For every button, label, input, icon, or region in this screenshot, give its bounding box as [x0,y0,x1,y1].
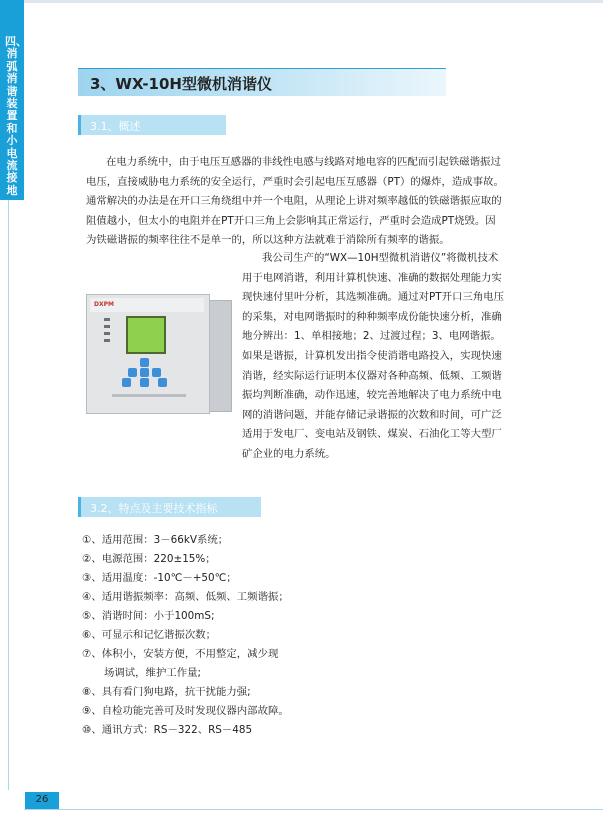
list-item: ⑨、自检功能完善可及时发现仪器内部故障。 [82,705,289,717]
keypad-function-key-1 [122,378,131,387]
list-item: ⑧、具有看门狗电路，抗干扰能力强; [82,686,251,698]
list-item: 场调试，维护工作量; [104,667,202,679]
keypad-right-key [152,368,161,377]
page-number: 26 [35,794,49,805]
subsection-heading-overview [78,115,226,135]
section-title: 3、WX-10H型微机消谐仪 [90,75,272,93]
top-frame-line [0,0,603,3]
chapter-side-tab-label: 四、消弧消谐装置和小电流接地 [5,35,27,197]
section-title-bar [78,68,446,96]
device-label-plate [112,394,186,397]
keypad-down-key [140,378,149,387]
list-item: ⑦、体积小，安装方便，不用整定，减少现 [82,648,279,660]
keypad-up-key [140,358,149,367]
chapter-side-tab [0,0,27,200]
list-item: ⑩、通讯方式：RS－322、RS－485 [82,724,253,736]
keypad-function-key-2 [158,378,167,387]
bottom-frame-line [24,809,603,810]
list-item: ①、适用范围：3－66kV系统； [82,534,229,546]
subsection-heading-specs-label: 3.2、特点及主要技术指标 [90,502,218,515]
list-item: ②、电源范围：220±15%； [82,553,216,565]
device-photo [82,290,234,417]
keypad-left-key [128,368,137,377]
list-item: ⑥、可显示和记忆谐振次数； [82,629,217,641]
device-brand-logo: DXPM [94,301,114,308]
list-item: ④、适用谐振频率：高频、低频、工频谐振； [82,591,289,603]
overview-paragraph-2: 我公司生产的“WX—10H型微机消谐仪”将微机技术用于电网消谐，利用计算机快速、准确的数据处理能力实现快速付里叶分析，其选频准确。通过对PT开口三角电压的采集，对电网谐振时的种种频率成份能快速分析，准确地分辨出：1、单相接地；2、过渡过程；3、电网谐振。如果是谐振，计算机发出指令使消谐电路投入，实现快速消谐，经实际运行证明本仪器对各种高频、低频、工频谐振均判断准确，动作迅速，较完善地解决了电力系统中电网的消谐问题，并能存储记录谐振的次数和时间，可广泛适用于发电厂、变电站及钢铁、煤炭、石油化工等大型厂矿企业的电力系统。 [242,252,504,460]
overview-paragraph-1: 在电力系统中，由于电压互感器的非线性电感与线路对地电容的匹配而引起铁磁谐振过电压，直接威胁电力系统的安全运行，严重时会引起电压互感器（PT）的爆炸，造成事故。通常解决的办法是在开口三角绕组中并一个电阻，从理论上讲对频率越低的铁磁谐振应取的阻值越小，但太小的电阻并在PT开口三角上会影响其正常运行，严重时会造成PT烧毁。因为铁磁谐振的频率往往不是单一的，所以这种方法就难于消除所有频率的谐振。 [86,156,504,247]
keypad-center-key [140,368,149,377]
subsection-heading-specs [78,497,261,517]
page-number-badge [25,792,59,809]
device-indicator-leds [104,318,110,346]
device-side-panel [208,300,232,412]
list-item: ⑤、消谐时间：小于100mS; [82,610,215,622]
device-lcd-screen [126,316,166,354]
subsection-heading-overview-label: 3.1、概述 [90,120,141,133]
device-keypad [122,358,168,388]
list-item: ③、适用温度：-10℃－+50℃； [82,572,237,584]
left-margin-line [8,200,9,790]
